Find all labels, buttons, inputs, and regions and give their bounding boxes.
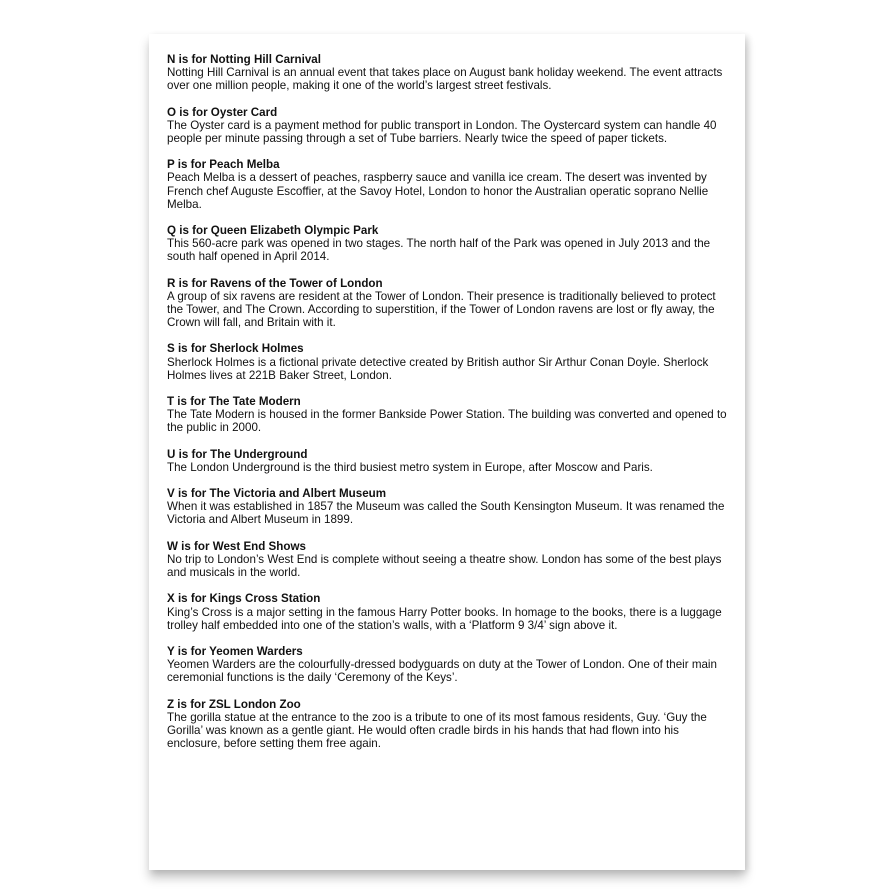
entry-body: The gorilla statue at the entrance to the zoo is a tribute to one of its most famous residents, Guy. ‘Guy the Gorilla’ was known as a gentle giant. He would often cradle birds in his hands that had flown into his enclosure, before setting them free again. [167, 710, 707, 751]
entry-v [167, 487, 727, 527]
entry-title: R is for Ravens of the Tower of London [167, 276, 383, 290]
entry-q [167, 224, 727, 264]
entry-body: This 560-acre park was opened in two stages. The north half of the Park was opened in July 2013 and the south half opened in April 2014. [167, 237, 711, 264]
entry-body: King’s Cross is a major setting in the famous Harry Potter books. In homage to the books, there is a luggage trolley half embedded into one of the station’s walls, with a ‘Platform 9 3/4’ sign above it. [167, 605, 722, 632]
entry-body: Sherlock Holmes is a fictional private detective created by British author Sir Arthur Conan Doyle. Sherlock Holmes lives at 221B Baker Street, London. [167, 355, 709, 382]
entry-title: W is for West End Shows [167, 539, 306, 553]
entry-t [167, 395, 727, 435]
entry-title: Y is for Yeomen Warders [167, 644, 303, 658]
entry-title: X is for Kings Cross Station [167, 592, 321, 606]
entry-body: When it was established in 1857 the Museum was called the South Kensington Museum. It was renamed the Victoria and Albert Museum in 1899. [167, 500, 725, 527]
entry-title: O is for Oyster Card [167, 105, 278, 119]
entry-title: U is for The Underground [167, 447, 308, 461]
entry-body: The Oyster card is a payment method for public transport in London. The Oystercard system can handle 40 people per minute passing through a set of Tube barriers. Nearly twice the speed of paper tickets. [167, 118, 717, 146]
entry-body: A group of six ravens are resident at the Tower of London. Their presence is traditionally believed to protect the Tower, and The Crown. According to superstition, if the Tower of London ravens are lost or fly away, the Crown will fall, and Britain with it. [167, 289, 716, 330]
entry-u [167, 448, 727, 474]
entry-z [167, 698, 727, 751]
entry-title: T is for The Tate Modern [167, 395, 301, 409]
entry-w [167, 540, 727, 580]
entry-body: Peach Melba is a dessert of peaches, raspberry sauce and vanilla ice cream. The desert was invented by French chef Auguste Escoffier, at the Savoy Hotel, London to honor the Australian operatic soprano Nellie Melba. [167, 171, 709, 211]
entry-o [167, 106, 727, 146]
entry-body: Notting Hill Carnival is an annual event that takes place on August bank holiday weekend. The event attracts over one million people, making it one of the world’s largest street festivals. [167, 66, 723, 93]
document-page [149, 34, 745, 870]
entry-title: V is for The Victoria and Albert Museum [167, 487, 387, 501]
entry-body: No trip to London’s West End is complete without seeing a theatre show. London has some of the best plays and musicals in the world. [167, 552, 722, 580]
entry-title: S is for Sherlock Holmes [167, 342, 304, 356]
entry-title: Q is for Queen Elizabeth Olympic Park [167, 224, 379, 238]
entry-y [167, 645, 727, 685]
entry-list [167, 53, 727, 763]
entry-r [167, 277, 727, 330]
entry-title: Z is for ZSL London Zoo [167, 697, 301, 711]
entry-title: N is for Notting Hill Carnival [167, 53, 321, 66]
entry-body: The London Underground is the third busiest metro system in Europe, after Moscow and Paris. [167, 460, 653, 474]
entry-body: The Tate Modern is housed in the former Bankside Power Station. The building was converted and opened to the public in 2000. [167, 408, 727, 435]
entry-title: P is for Peach Melba [167, 158, 280, 172]
entry-n [167, 53, 727, 93]
entry-x [167, 592, 727, 632]
entry-p [167, 158, 727, 211]
entry-s [167, 342, 727, 382]
entry-body: Yeomen Warders are the colourfully-dressed bodyguards on duty at the Tower of London. One of their main ceremonial functions is the daily ‘Ceremony of the Keys’. [167, 658, 717, 685]
